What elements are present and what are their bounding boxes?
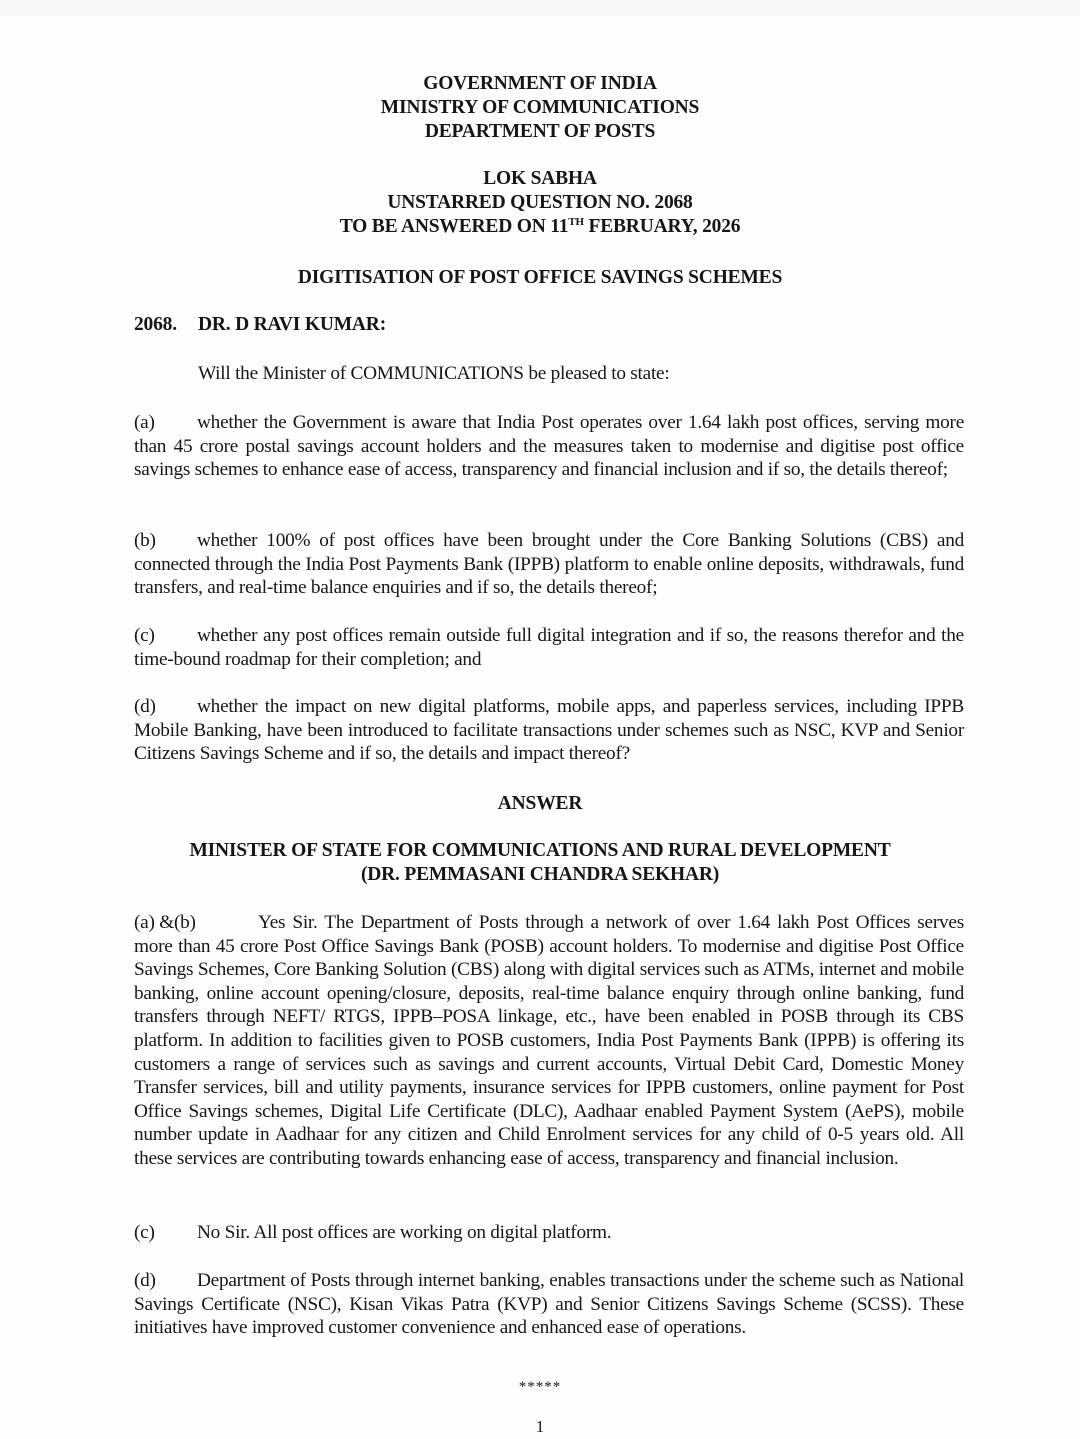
answer-c xyxy=(134,1221,964,1245)
question-label: (a) xyxy=(134,412,155,433)
answer-text: No Sir. All post offices are working on digital platform. xyxy=(197,1222,612,1243)
house-name: LOK SABHA xyxy=(483,168,597,189)
question-a xyxy=(134,411,964,482)
answer-label: (d) xyxy=(134,1270,156,1291)
question-text: whether any post offices remain outside full digital integration and if so, the reasons therefor and the time-bound roadmap for their completion; and xyxy=(134,625,964,670)
minister-title: MINISTER OF STATE FOR COMMUNICATIONS AND RURAL DEVELOPMENT xyxy=(189,840,891,861)
asker-name: DR. D RAVI KUMAR: xyxy=(198,314,386,335)
question-text: whether 100% of post offices have been brought under the Core Banking Solutions (CBS) and connected through the India Post Payments Bank (IPPB) platform to enable online deposits, withdrawals, fund transfers, and real-time balance enquiries and if so, the details thereof; xyxy=(134,530,964,599)
question-c xyxy=(134,624,964,671)
answer-date-prefix: TO BE ANSWERED ON 11 xyxy=(339,216,569,237)
intro-line: Will the Minister of COMMUNICATIONS be pleased to state: xyxy=(198,363,670,384)
question-label: (d) xyxy=(134,696,156,717)
subject-title: DIGITISATION OF POST OFFICE SAVINGS SCHEMES xyxy=(297,267,783,288)
header-line: DEPARTMENT OF POSTS xyxy=(424,121,656,142)
ministry-header xyxy=(0,72,1080,144)
question-label: (c) xyxy=(134,625,155,646)
answer-text: Department of Posts through internet banking, enables transactions under the scheme such as National Savings Certificate (NSC), Kisan Vikas Patra (KVP) and Senior Citizens Savings Scheme (SCSS). These initiatives have improved customer convenience and enhanced ease of operations. xyxy=(134,1270,964,1339)
answer-date-suffix: FEBRUARY, 2026 xyxy=(583,216,741,237)
minister-block xyxy=(0,839,1080,887)
page-number: 1 xyxy=(535,1417,545,1436)
question-number: UNSTARRED QUESTION NO. 2068 xyxy=(387,192,693,213)
question-b xyxy=(134,529,964,600)
question-meta xyxy=(0,167,1080,239)
answer-label: (a) &(b) xyxy=(134,912,196,933)
answer-label: (c) xyxy=(134,1222,155,1243)
asker-line xyxy=(134,313,386,337)
answer-a-b xyxy=(134,911,964,1171)
answer-text: Yes Sir. The Department of Posts through a network of over 1.64 lakh Post Offices serves more than 45 crore Post Office Savings Bank (POSB) account holders. To modernise and digitise Post Office Savings Schemes, Core Banking Solution (CBS) along with digital services such as ATMs, internet and mobile banking, online account opening/closure, deposits, real-time balance enquiry through online banking, fund transfers through NEFT/ RTGS, IPPB–POSA linkage, etc., have been enabled in POSB through its CBS platform. In addition to facilities given to POSB customers, India Post Payments Bank (IPPB) is offering its customers a range of services such as savings and current accounts, Virtual Debit Card, Domestic Money Transfer services, bill and utility payments, insurance services for IPPB customers, online payment for Post Office Savings schemes, Digital Life Certificate (DLC), Aadhaar enabled Payment System (AePS), mobile number update in Aadhaar for any citizen and Child Enrolment services for any child of 0-5 years old. All these services are contributing towards enhancing ease of access, transparency and financial inclusion. xyxy=(134,912,964,1169)
viewer-top-bar xyxy=(0,0,1080,16)
question-d xyxy=(134,695,964,766)
question-label: (b) xyxy=(134,530,156,551)
header-line: MINISTRY OF COMMUNICATIONS xyxy=(380,97,700,118)
question-text: whether the Government is aware that India Post operates over 1.64 lakh post offices, serving more than 45 crore postal savings account holders and the measures taken to modernise and digitise post office savings schemes to enhance ease of access, transparency and financial inclusion and if so, the details thereof; xyxy=(134,412,964,481)
header-line: GOVERNMENT OF INDIA xyxy=(423,73,657,94)
answer-date xyxy=(0,215,1080,239)
minister-name: (DR. PEMMASANI CHANDRA SEKHAR) xyxy=(361,864,719,885)
question-text: whether the impact on new digital platforms, mobile apps, and paperless services, including IPPB Mobile Banking, have been introduced to facilitate transactions under schemes such as NSC, KVP and Senior Citizens Savings Scheme and if so, the details and impact thereof? xyxy=(134,696,964,765)
question-serial: 2068. xyxy=(134,314,177,335)
answer-d xyxy=(134,1269,964,1340)
answer-heading: ANSWER xyxy=(497,793,583,814)
answer-date-superscript: TH xyxy=(568,216,584,228)
end-marker: ***** xyxy=(518,1379,562,1395)
